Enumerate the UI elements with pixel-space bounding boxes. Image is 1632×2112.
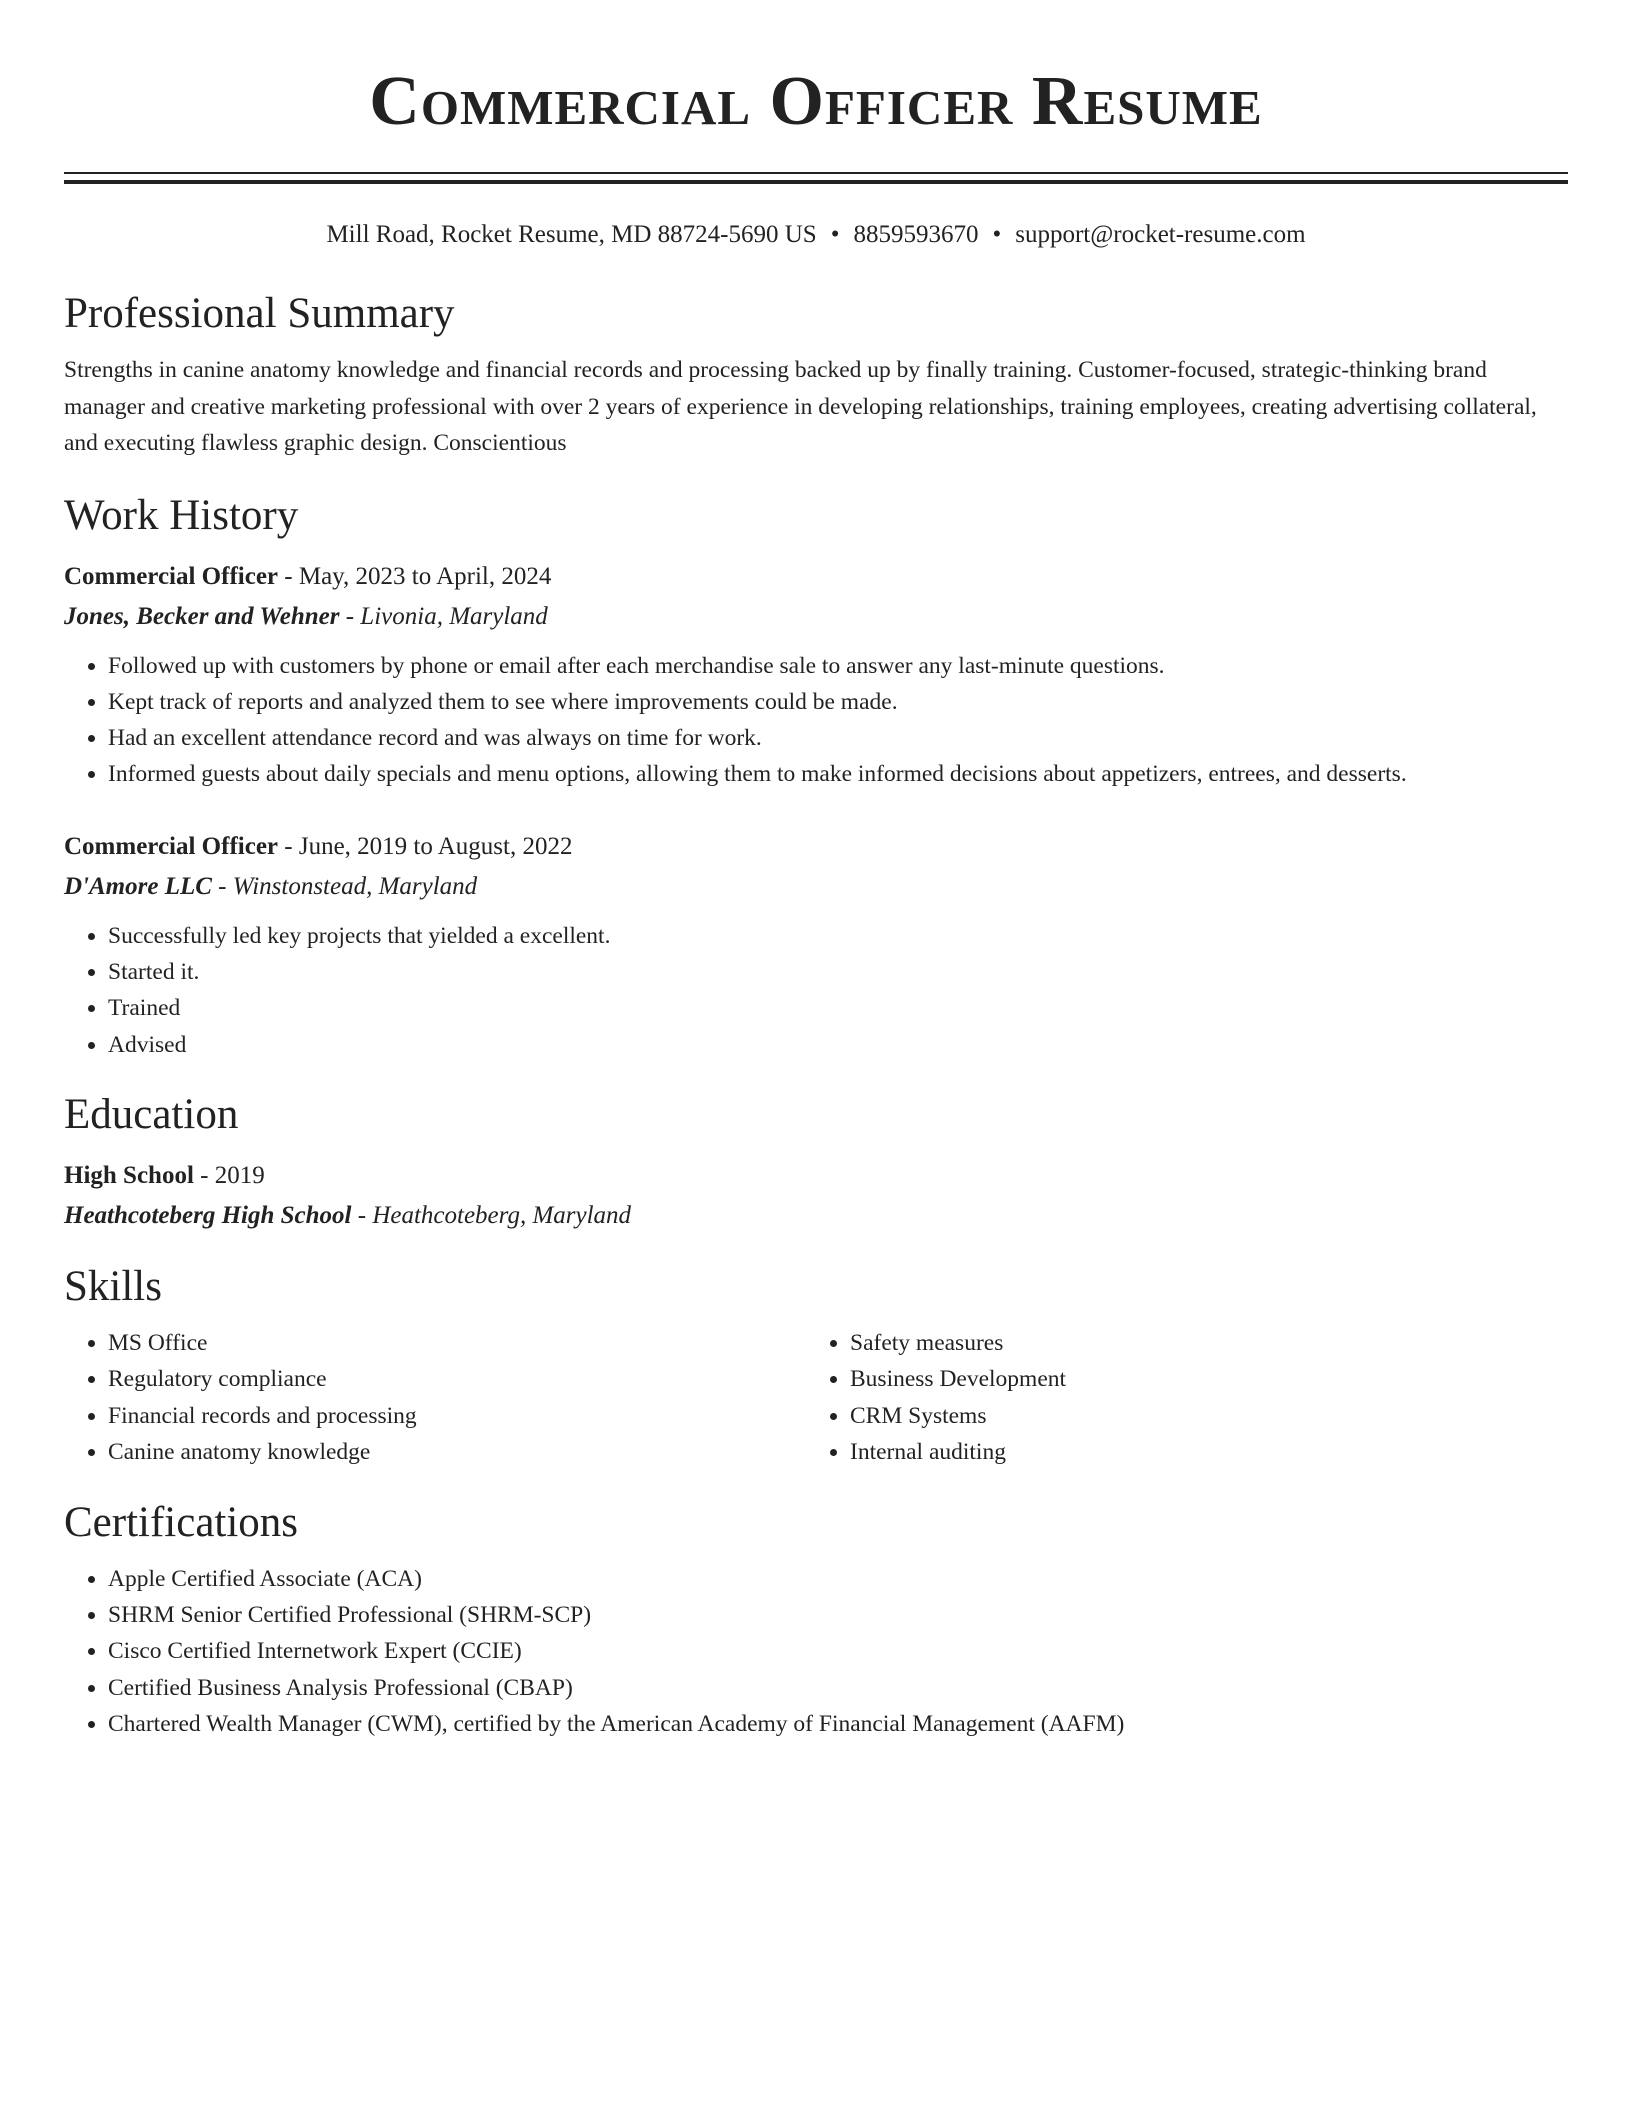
skill-item: • MS Office bbox=[108, 1325, 806, 1362]
school-line bbox=[64, 1197, 1568, 1235]
company-location: - Winstonstead, Maryland bbox=[211, 872, 478, 900]
job-bullet: • Started it. bbox=[108, 954, 1568, 990]
job-title: Commercial Officer bbox=[64, 562, 279, 590]
job-title-line bbox=[64, 828, 1568, 866]
education-section bbox=[64, 1089, 1568, 1235]
skills-column-right bbox=[806, 1325, 1548, 1471]
company-line bbox=[64, 868, 1568, 906]
contact-line bbox=[64, 218, 1568, 252]
job-bullet: • Had an excellent attendance record and was always on time for work. bbox=[108, 720, 1568, 756]
summary-section bbox=[64, 288, 1568, 462]
work-history-heading: Work History bbox=[64, 491, 299, 539]
job-dates: - June, 2019 to August, 2022 bbox=[278, 832, 573, 860]
job-bullet: • Informed guests about daily specials and menu options, allowing them to make informed decisions about appetizers, entrees, and desserts. bbox=[108, 756, 1568, 792]
job-bullet: • Successfully led key projects that yielded a excellent. bbox=[108, 918, 1568, 954]
contact-separator: • bbox=[992, 221, 1002, 248]
skills-heading: Skills bbox=[64, 1262, 162, 1310]
certifications-heading: Certifications bbox=[64, 1498, 299, 1546]
job-bullets bbox=[64, 648, 1568, 793]
school-location: - Heathcoteberg, Maryland bbox=[351, 1201, 632, 1229]
contact-email: support@rocket-resume.com bbox=[1015, 221, 1306, 248]
skill-item: • Regulatory compliance bbox=[108, 1361, 806, 1398]
skills-section bbox=[64, 1261, 1568, 1471]
job-bullets bbox=[64, 918, 1568, 1063]
job-bullet: • Followed up with customers by phone or email after each merchandise sale to answer any last-minute questions. bbox=[108, 648, 1568, 684]
summary-heading: Professional Summary bbox=[64, 290, 455, 337]
job-dates: - May, 2023 to April, 2024 bbox=[278, 562, 552, 590]
certifications-section bbox=[64, 1497, 1568, 1742]
title-divider bbox=[64, 172, 1568, 184]
skill-item: • Safety measures bbox=[850, 1325, 1548, 1362]
company-line bbox=[64, 598, 1568, 636]
skill-item: • Internal auditing bbox=[850, 1434, 1548, 1471]
skill-item: • Canine anatomy knowledge bbox=[108, 1434, 806, 1471]
skills-grid bbox=[64, 1325, 1568, 1471]
company-location: - Livonia, Maryland bbox=[339, 602, 548, 630]
certification-item: • Certified Business Analysis Professional (CBAP) bbox=[108, 1670, 1568, 1706]
job-bullet: • Kept track of reports and analyzed them to see where improvements could be made. bbox=[108, 684, 1568, 720]
job-entry bbox=[64, 558, 1568, 793]
company-name: D'Amore LLC bbox=[64, 872, 212, 900]
degree-year: - 2019 bbox=[193, 1161, 265, 1189]
certification-item: • Chartered Wealth Manager (CWM), certified by the American Academy of Financial Management (AAFM) bbox=[108, 1706, 1568, 1742]
skill-item: • Business Development bbox=[850, 1361, 1548, 1398]
job-title: Commercial Officer bbox=[64, 832, 279, 860]
certification-item: • Apple Certified Associate (ACA) bbox=[108, 1561, 1568, 1597]
certification-item: • Cisco Certified Internetwork Expert (CCIE) bbox=[108, 1633, 1568, 1669]
contact-separator: • bbox=[830, 221, 840, 248]
work-history-section bbox=[64, 490, 1568, 1063]
skill-item: • CRM Systems bbox=[850, 1398, 1548, 1435]
skills-column-left bbox=[64, 1325, 806, 1471]
company-name: Jones, Becker and Wehner bbox=[64, 602, 340, 630]
resume-title: Commercial Officer Resume bbox=[369, 63, 1263, 140]
job-entry bbox=[64, 828, 1568, 1063]
degree-line bbox=[64, 1157, 1568, 1195]
contact-address: Mill Road, Rocket Resume, MD 88724-5690 US bbox=[326, 221, 817, 248]
contact-phone: 8859593670 bbox=[853, 221, 979, 248]
job-bullet: • Trained bbox=[108, 990, 1568, 1026]
job-bullet: • Advised bbox=[108, 1027, 1568, 1063]
certifications-list bbox=[64, 1561, 1568, 1742]
school-name: Heathcoteberg High School bbox=[64, 1201, 352, 1229]
degree-name: High School bbox=[64, 1161, 194, 1189]
job-title-line bbox=[64, 558, 1568, 596]
certification-item: • SHRM Senior Certified Professional (SHRM-SCP) bbox=[108, 1597, 1568, 1633]
skill-item: • Financial records and processing bbox=[108, 1398, 806, 1435]
summary-text: Strengths in canine anatomy knowledge and financial records and processing backed up by finally training. Customer-focused, strategic-thinking brand manager and creative marketing professional with over 2 years of experience in developing relationships, training employees, creating advertising collateral, and executing flawless graphic design. Conscientious bbox=[64, 357, 1537, 456]
education-heading: Education bbox=[64, 1090, 239, 1138]
